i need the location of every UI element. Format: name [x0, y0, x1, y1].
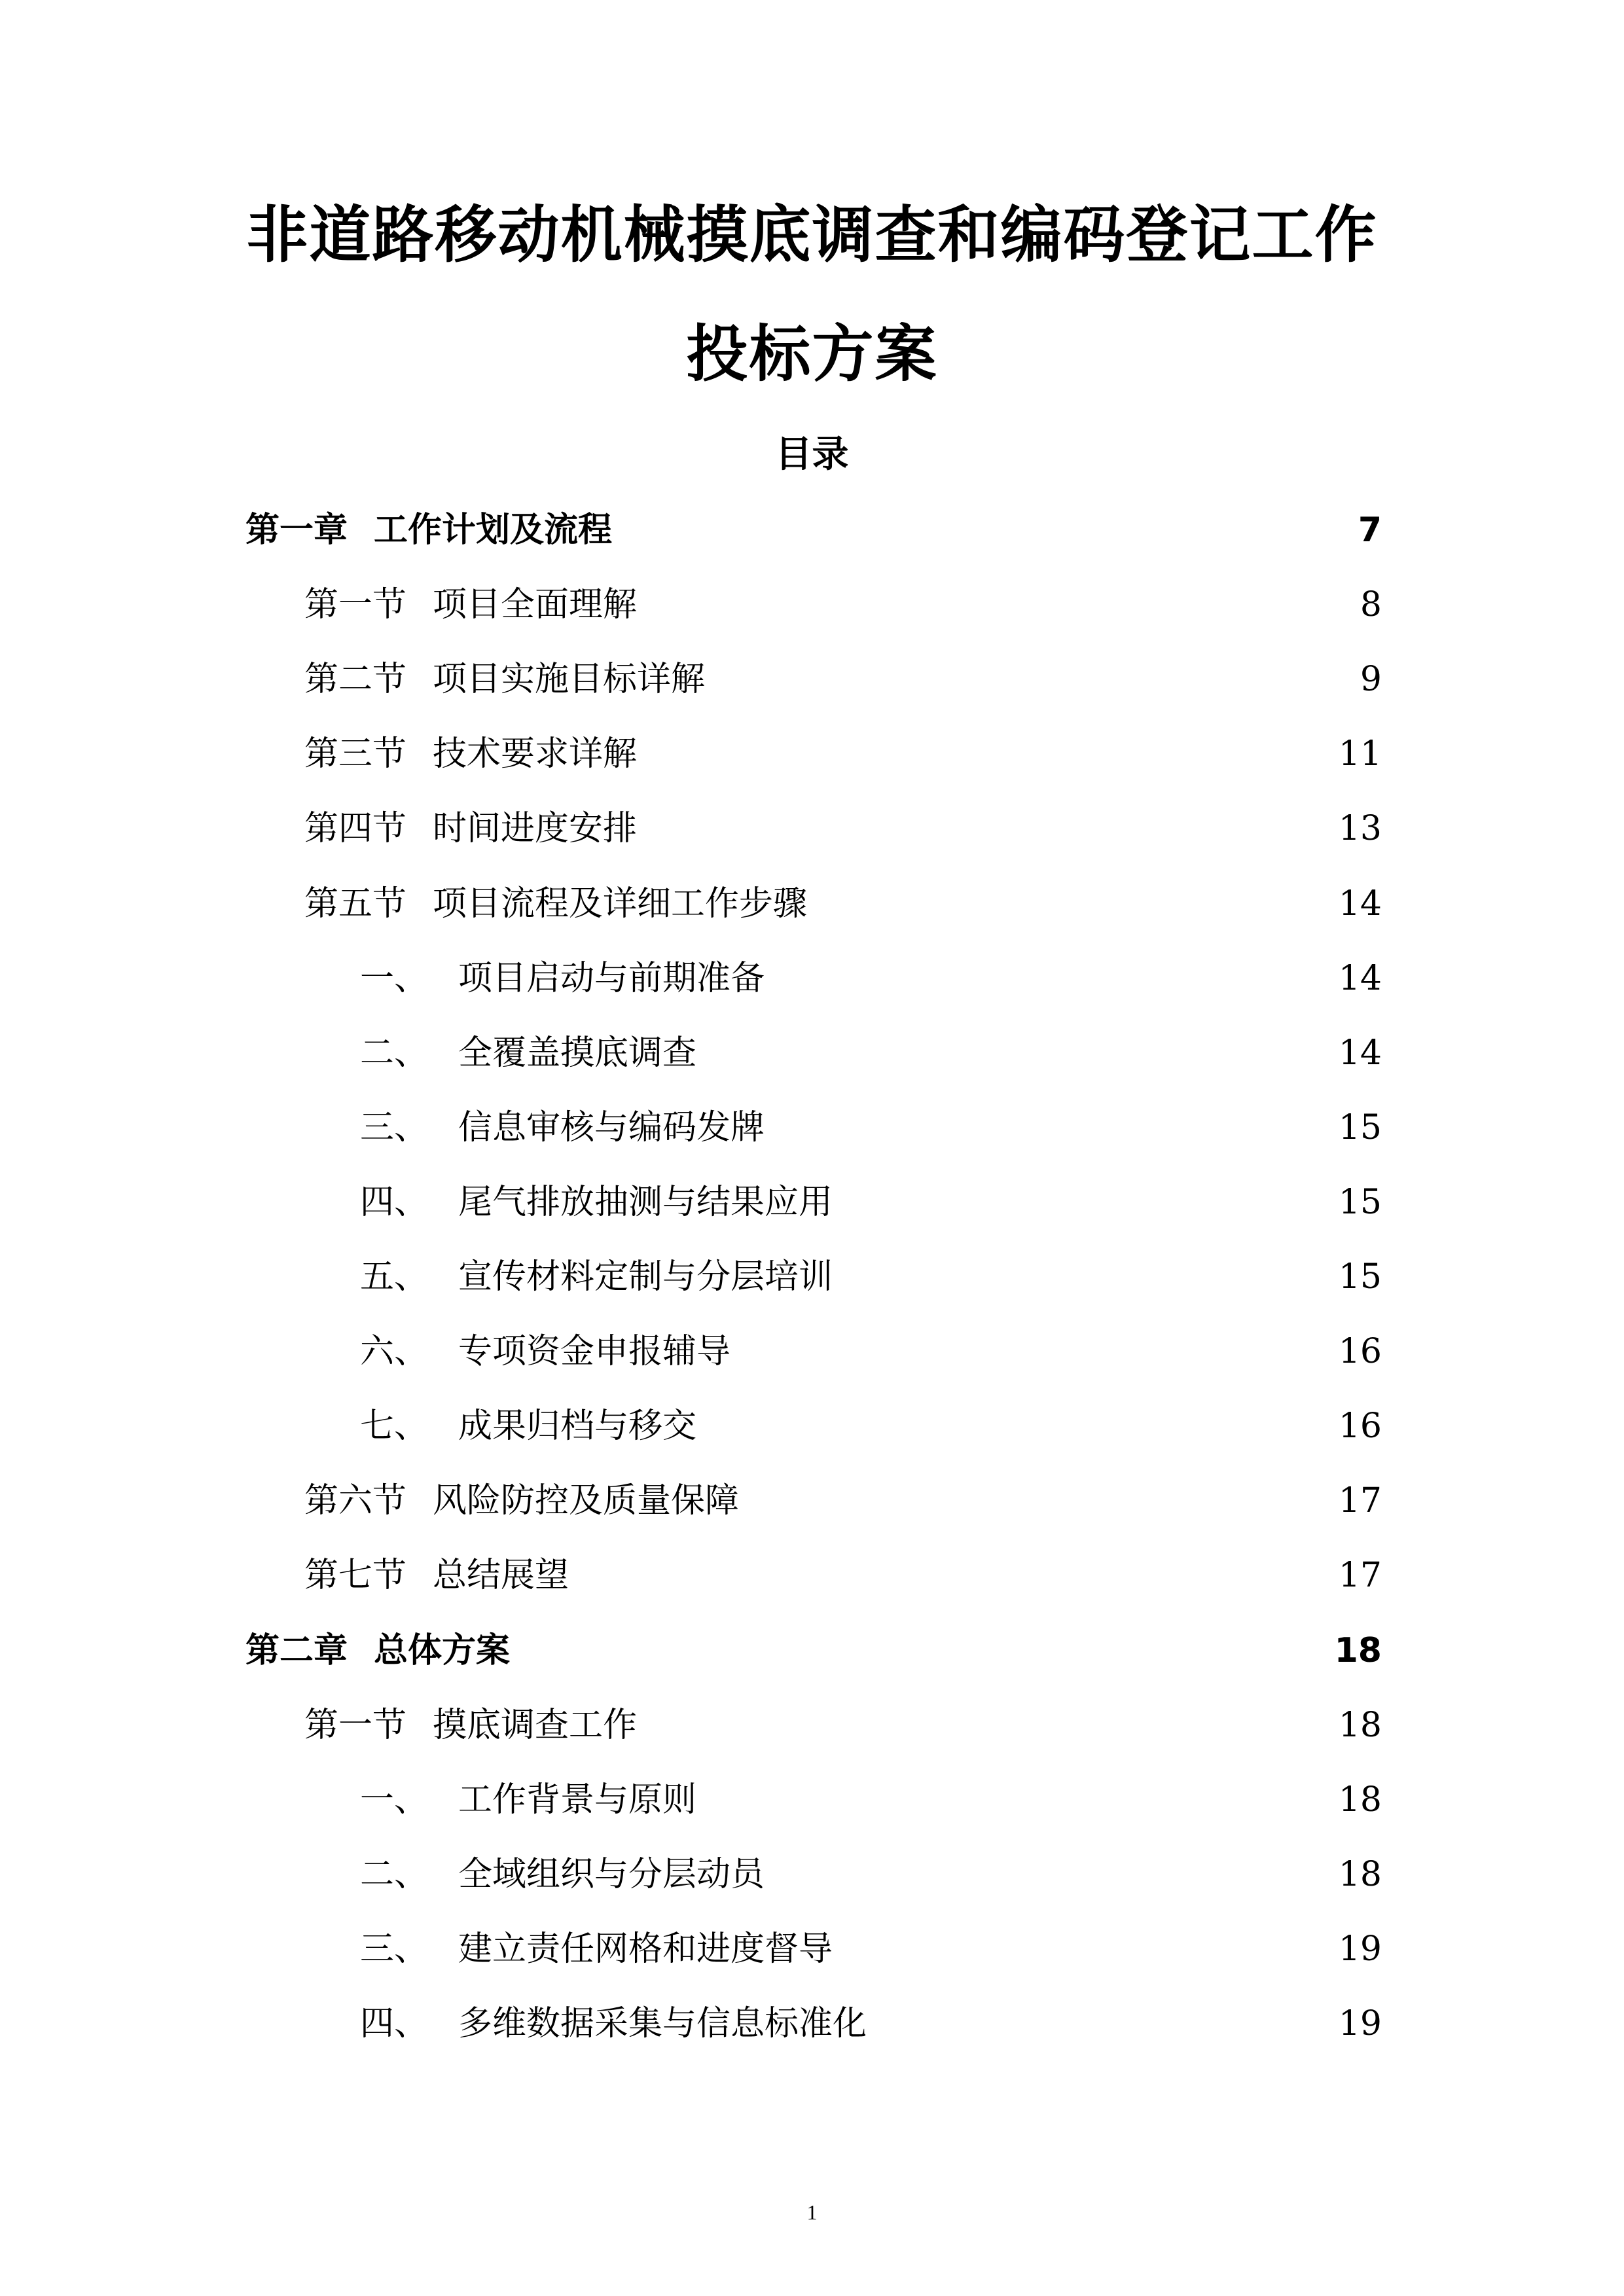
toc-entry-page-number: 14 — [1338, 1033, 1382, 1073]
toc-entry-text: 工作背景与原则 — [458, 1780, 697, 1820]
toc-entry[interactable] — [360, 1998, 1382, 2050]
toc-entry[interactable] — [360, 1774, 1382, 1826]
toc-entry-page-number: 19 — [1338, 2004, 1382, 2043]
toc-entry-text: 多维数据采集与信息标准化 — [458, 2004, 867, 2043]
toc-entry[interactable] — [360, 1400, 1382, 1452]
toc-entry[interactable] — [304, 802, 1382, 855]
toc-entry-text: 项目全面理解 — [433, 585, 638, 625]
toc-dot-leader — [642, 1699, 1333, 1751]
toc-entry[interactable] — [245, 504, 1382, 556]
toc-entry-page-number: 11 — [1338, 734, 1382, 774]
toc-entry-text: 尾气排放抽测与结果应用 — [458, 1182, 833, 1222]
toc-entry-label: 第三节 — [304, 734, 407, 774]
toc-entry[interactable] — [304, 728, 1382, 780]
toc-entry-text: 工作计划及流程 — [374, 511, 613, 550]
toc-entry-label: 六、 — [360, 1332, 429, 1372]
toc-dot-leader — [736, 1325, 1333, 1378]
toc-entry-text: 全域组织与分层动员 — [458, 1854, 765, 1894]
toc-entry-page-number: 17 — [1338, 1556, 1382, 1596]
toc-entry-text: 技术要求详解 — [433, 734, 638, 774]
toc-entry[interactable] — [304, 1475, 1382, 1527]
toc-entry-text: 成果归档与移交 — [458, 1407, 697, 1446]
toc-entry[interactable] — [360, 1251, 1382, 1303]
toc-entry-text: 信息审核与编码发牌 — [458, 1107, 765, 1147]
toc-entry-text: 专项资金申报辅导 — [458, 1332, 731, 1372]
toc-entry-text: 项目启动与前期准备 — [458, 958, 765, 998]
toc-entry-label: 五、 — [360, 1257, 429, 1297]
toc-entry-label: 三、 — [360, 1107, 429, 1147]
toc-dot-leader — [744, 1475, 1333, 1527]
toc-entry-text: 建立责任网格和进度督导 — [458, 1929, 833, 1969]
toc-entry-label: 第二章 — [245, 1630, 348, 1670]
toc-dot-leader — [838, 1251, 1333, 1303]
toc-entry-page-number: 14 — [1338, 884, 1382, 924]
toc-entry-text: 总结展望 — [433, 1556, 569, 1596]
toc-entry-text: 风险防控及质量保障 — [433, 1481, 740, 1521]
toc-entry-page-number: 13 — [1338, 809, 1382, 849]
toc-entry-page-number: 8 — [1360, 585, 1382, 625]
toc-entry-page-number: 18 — [1338, 1705, 1382, 1745]
toc-entry-page-number: 18 — [1338, 1780, 1382, 1820]
document-title-line-2: 投标方案 — [686, 319, 938, 390]
toc-entry-label: 一、 — [360, 958, 429, 998]
toc-heading: 目录 — [775, 433, 849, 476]
toc-entry[interactable] — [360, 1848, 1382, 1901]
toc-entry[interactable] — [245, 1624, 1382, 1677]
toc-dot-leader — [515, 1624, 1329, 1677]
toc-dot-leader — [574, 1549, 1333, 1602]
toc-dot-leader — [770, 952, 1333, 1005]
toc-dot-leader — [838, 1176, 1333, 1229]
toc-entry-page-number: 16 — [1338, 1407, 1382, 1446]
toc-entry-text: 项目流程及详细工作步骤 — [433, 884, 808, 924]
toc-entry-text: 宣传材料定制与分层培训 — [458, 1257, 833, 1297]
toc-dot-leader — [838, 1923, 1333, 1975]
toc-entry-text: 全覆盖摸底调查 — [458, 1033, 697, 1073]
toc-entry-text: 摸底调查工作 — [433, 1705, 638, 1745]
toc-entry-label: 第一章 — [245, 511, 348, 550]
toc-dot-leader — [770, 1102, 1333, 1154]
page-number: 1 — [806, 2200, 818, 2224]
toc-entry[interactable] — [360, 1102, 1382, 1154]
toc-dot-leader — [702, 1400, 1333, 1452]
toc-entry-label: 第一节 — [304, 1705, 407, 1745]
toc-entry-label: 二、 — [360, 1854, 429, 1894]
toc-entry[interactable] — [360, 1176, 1382, 1229]
toc-entry-label: 一、 — [360, 1780, 429, 1820]
toc-entry-text: 项目实施目标详解 — [433, 660, 706, 700]
toc-entry-page-number: 9 — [1360, 660, 1382, 700]
toc-entry-page-number: 15 — [1338, 1107, 1382, 1147]
toc-dot-leader — [642, 802, 1333, 855]
toc-entry-label: 第七节 — [304, 1556, 407, 1596]
document-title-line-1: 非道路移动机械摸底调查和编码登记工作 — [246, 200, 1378, 271]
toc-entry[interactable] — [304, 579, 1382, 631]
toc-entry[interactable] — [360, 1325, 1382, 1378]
toc-dot-leader — [642, 728, 1333, 780]
toc-dot-leader — [770, 1848, 1333, 1901]
toc-entry-page-number: 7 — [1358, 511, 1382, 550]
toc-entry-label: 二、 — [360, 1033, 429, 1073]
toc-entry-page-number: 18 — [1334, 1630, 1382, 1670]
toc-dot-leader — [812, 878, 1333, 930]
toc-dot-leader — [710, 653, 1355, 706]
toc-entry-page-number: 15 — [1338, 1182, 1382, 1222]
toc-entry-page-number: 15 — [1338, 1257, 1382, 1297]
toc-dot-leader — [702, 1027, 1333, 1079]
toc-dot-leader — [642, 579, 1355, 631]
toc-entry[interactable] — [304, 878, 1382, 930]
toc-dot-leader — [872, 1998, 1333, 2050]
toc-entry[interactable] — [360, 1027, 1382, 1079]
toc-entry[interactable] — [304, 1699, 1382, 1751]
toc-entry[interactable] — [360, 1923, 1382, 1975]
toc-entry-page-number: 16 — [1338, 1332, 1382, 1372]
toc-dot-leader — [702, 1774, 1333, 1826]
toc-entry[interactable] — [304, 1549, 1382, 1602]
toc-entry-page-number: 18 — [1338, 1854, 1382, 1894]
toc-entry-label: 第一节 — [304, 585, 407, 625]
toc-entry-label: 三、 — [360, 1929, 429, 1969]
toc-dot-leader — [617, 504, 1353, 556]
toc-entry-page-number: 14 — [1338, 958, 1382, 998]
toc-entry-text: 时间进度安排 — [433, 809, 638, 849]
toc-entry-page-number: 19 — [1338, 1929, 1382, 1969]
toc-entry-label: 七、 — [360, 1407, 429, 1446]
toc-entry-label: 四、 — [360, 1182, 429, 1222]
toc-entry[interactable] — [360, 952, 1382, 1005]
toc-entry[interactable] — [304, 653, 1382, 706]
toc-entry-page-number: 17 — [1338, 1481, 1382, 1521]
toc-entry-label: 第四节 — [304, 809, 407, 849]
toc-entry-label: 四、 — [360, 2004, 429, 2043]
toc-entry-label: 第五节 — [304, 884, 407, 924]
toc-entry-text: 总体方案 — [374, 1630, 511, 1670]
toc-entry-label: 第二节 — [304, 660, 407, 700]
toc-entry-label: 第六节 — [304, 1481, 407, 1521]
